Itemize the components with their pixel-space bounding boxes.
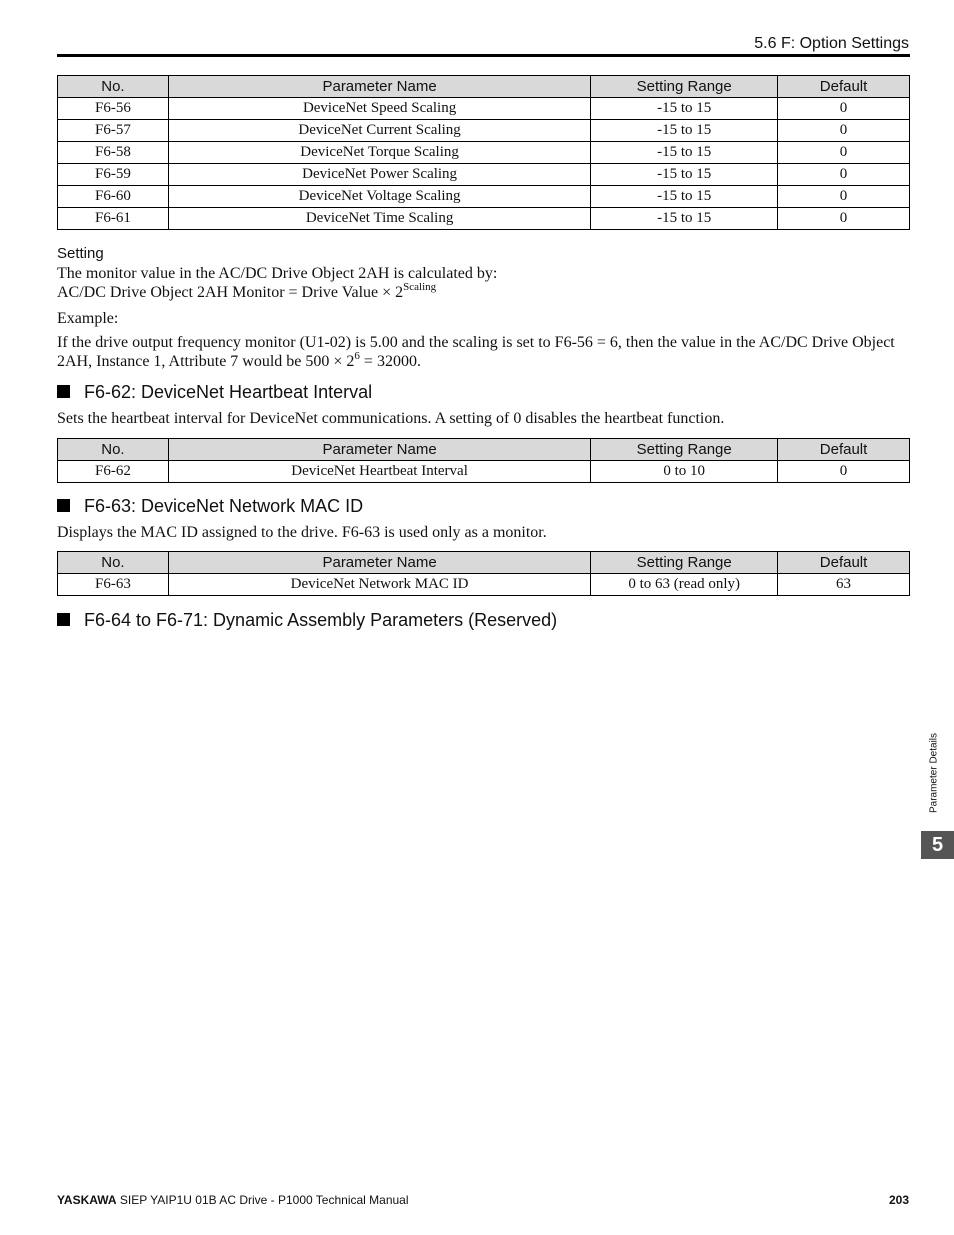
square-bullet-icon bbox=[57, 385, 70, 398]
cell-default: 0 bbox=[778, 142, 910, 164]
column-header-parameter-name: Parameter Name bbox=[168, 552, 590, 574]
table-row bbox=[58, 186, 910, 208]
heading-f6-64-text: F6-64 to F6-71: Dynamic Assembly Parameters (Reserved) bbox=[84, 610, 558, 630]
table-row bbox=[58, 574, 910, 596]
cell-setting-range: -15 to 15 bbox=[591, 186, 778, 208]
cell-no: F6-57 bbox=[58, 120, 169, 142]
cell-default: 0 bbox=[778, 120, 910, 142]
cell-default: 0 bbox=[778, 164, 910, 186]
table-row bbox=[58, 120, 910, 142]
example-label: Example: bbox=[57, 310, 119, 327]
column-header-parameter-name: Parameter Name bbox=[168, 439, 590, 461]
header-rule bbox=[57, 54, 910, 57]
cell-setting-range: -15 to 15 bbox=[591, 164, 778, 186]
cell-default: 0 bbox=[778, 98, 910, 120]
example-text-result: = 32000. bbox=[359, 353, 421, 370]
cell-setting-range: -15 to 15 bbox=[591, 208, 778, 230]
cell-default: 0 bbox=[778, 186, 910, 208]
side-tab-label: Parameter Details bbox=[928, 732, 940, 814]
table-row bbox=[58, 98, 910, 120]
cell-parameter-name: DeviceNet Torque Scaling bbox=[168, 142, 590, 164]
column-header-setting-range: Setting Range bbox=[591, 76, 778, 98]
heading-f6-62-text: F6-62: DeviceNet Heartbeat Interval bbox=[84, 382, 373, 402]
setting-subheading: Setting bbox=[57, 245, 104, 262]
cell-no: F6-59 bbox=[58, 164, 169, 186]
mac-id-table bbox=[57, 551, 910, 596]
heading-f6-64-to-f6-71 bbox=[57, 610, 557, 631]
f6-62-description: Sets the heartbeat interval for DeviceNet communications. A setting of 0 disables the heartbeat function. bbox=[57, 410, 725, 427]
formula-text: AC/DC Drive Object 2AH Monitor = Drive Value × 2 bbox=[57, 284, 404, 301]
f6-63-description: Displays the MAC ID assigned to the drive. F6-63 is used only as a monitor. bbox=[57, 524, 547, 541]
cell-parameter-name: DeviceNet Time Scaling bbox=[168, 208, 590, 230]
cell-default: 0 bbox=[778, 208, 910, 230]
table-header-row bbox=[58, 76, 910, 98]
table-row bbox=[58, 208, 910, 230]
table-row bbox=[58, 142, 910, 164]
column-header-no: No. bbox=[58, 552, 169, 574]
table-row bbox=[58, 164, 910, 186]
cell-setting-range: -15 to 15 bbox=[591, 142, 778, 164]
column-header-setting-range: Setting Range bbox=[591, 439, 778, 461]
cell-no: F6-63 bbox=[58, 574, 169, 596]
column-header-no: No. bbox=[58, 76, 169, 98]
cell-parameter-name: DeviceNet Network MAC ID bbox=[168, 574, 590, 596]
cell-setting-range: -15 to 15 bbox=[591, 120, 778, 142]
cell-default: 63 bbox=[778, 574, 910, 596]
example-text-main: If the drive output frequency monitor (U1-02) is 5.00 and the scaling is set to F6-56 = 6, then the value in the AC/DC Drive Object 2AH, Instance 1, Attribute 7 would be 500 × 2 bbox=[57, 334, 895, 370]
cell-default: 0 bbox=[778, 461, 910, 483]
cell-no: F6-60 bbox=[58, 186, 169, 208]
cell-no: F6-56 bbox=[58, 98, 169, 120]
cell-setting-range: 0 to 63 (read only) bbox=[591, 574, 778, 596]
square-bullet-icon bbox=[57, 499, 70, 512]
page-number: 203 bbox=[888, 1193, 909, 1207]
heading-f6-63-text: F6-63: DeviceNet Network MAC ID bbox=[84, 496, 364, 516]
column-header-no: No. bbox=[58, 439, 169, 461]
section-header: 5.6 F: Option Settings bbox=[754, 35, 909, 52]
column-header-default: Default bbox=[778, 76, 910, 98]
cell-setting-range: 0 to 10 bbox=[591, 461, 778, 483]
scaling-parameters-table bbox=[57, 75, 910, 230]
column-header-default: Default bbox=[778, 552, 910, 574]
footer-brand: YASKAWA bbox=[57, 1193, 117, 1207]
heading-f6-62 bbox=[57, 382, 372, 403]
cell-setting-range: -15 to 15 bbox=[591, 98, 778, 120]
cell-parameter-name: DeviceNet Heartbeat Interval bbox=[168, 461, 590, 483]
cell-parameter-name: DeviceNet Speed Scaling bbox=[168, 98, 590, 120]
chapter-tab: 5 bbox=[921, 831, 954, 859]
example-exponent: 6 bbox=[354, 350, 360, 362]
cell-parameter-name: DeviceNet Power Scaling bbox=[168, 164, 590, 186]
column-header-setting-range: Setting Range bbox=[591, 552, 778, 574]
cell-no: F6-58 bbox=[58, 142, 169, 164]
footer-doc-name: SIEP YAIP1U 01B AC Drive - P1000 Technical Manual bbox=[116, 1193, 409, 1207]
heading-f6-63 bbox=[57, 496, 363, 517]
cell-no: F6-62 bbox=[58, 461, 169, 483]
footer-manual-title bbox=[57, 1193, 409, 1207]
table-row bbox=[58, 461, 910, 483]
example-text bbox=[57, 333, 910, 371]
column-header-parameter-name: Parameter Name bbox=[168, 76, 590, 98]
scaling-formula bbox=[57, 283, 910, 302]
cell-no: F6-61 bbox=[58, 208, 169, 230]
column-header-default: Default bbox=[778, 439, 910, 461]
cell-parameter-name: DeviceNet Voltage Scaling bbox=[168, 186, 590, 208]
table-header-row bbox=[58, 552, 910, 574]
square-bullet-icon bbox=[57, 613, 70, 626]
heartbeat-interval-table bbox=[57, 438, 910, 483]
setting-description: The monitor value in the AC/DC Drive Object 2AH is calculated by: bbox=[57, 265, 498, 282]
formula-exponent: Scaling bbox=[403, 281, 437, 293]
table-header-row bbox=[58, 439, 910, 461]
cell-parameter-name: DeviceNet Current Scaling bbox=[168, 120, 590, 142]
